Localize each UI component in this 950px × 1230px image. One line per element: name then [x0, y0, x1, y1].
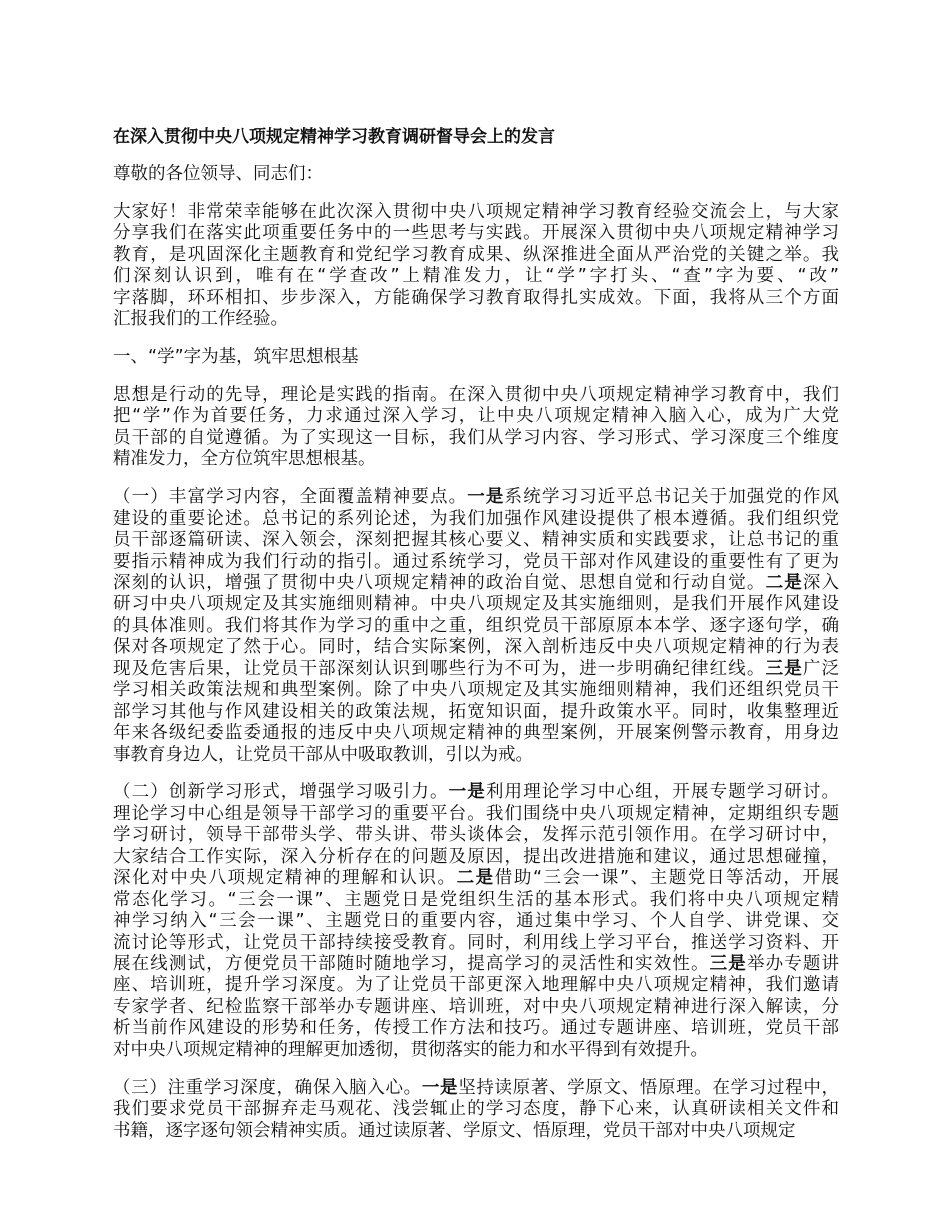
document-body [113, 164, 839, 1142]
text-line [113, 782, 839, 803]
text-line: 的具体准则。我们将其作为学习的重中之重，组织党员干部原原本本学、逐字逐句学，确 [113, 615, 839, 636]
text-run: （三）注重学习深度，确保入脑入心。 [113, 1077, 422, 1098]
greeting [113, 164, 839, 185]
paragraph [113, 202, 839, 331]
text-run: 借助“三会一课”、主题党日等活动，开展 [494, 868, 840, 889]
bold-marker: 一是 [467, 487, 505, 508]
text-line: 一、“学”字为基，筑牢思想根基 [113, 347, 359, 368]
bold-marker: 二是 [765, 573, 803, 593]
text-line: 员干部的自觉遵循。为了实现这一目标，我们从学习内容、学习形式、学习深度三个维度 [113, 427, 839, 448]
text-run: 深入 [802, 573, 840, 593]
text-line: 座、培训班，提升学习深度。为了让党员干部更深入地理解中央八项规定精神，我们邀请 [113, 975, 839, 996]
text-line: 员干部逐篇研读、深入领会，深刻把握其核心要义、精神实质和实践要求，让总书记的重 [113, 530, 839, 551]
text-line: 要指示精神成为我们行动的指引。通过系统学习，党员干部对作风建设的重要性有了更为 [113, 551, 839, 572]
text-line [113, 868, 839, 889]
text-line: 尊敬的各位领导、同志们： [113, 164, 323, 184]
text-line: 部学习其他与作风建设相关的政策法规，拓宽知识面，提升政策水平。同时，收集整理近 [113, 701, 839, 722]
paragraph [113, 487, 839, 766]
text-run: 展在线测试，方便党员干部随时随地学习，提高学习的灵活性和实效性。 [113, 953, 710, 974]
text-line: 教育，是巩固深化主题教育和党纪学习教育成果、纵深推进全面从严治党的关键之举。我 [113, 244, 839, 265]
text-line: 学习相关政策法规和典型案例。除了中央八项规定及其实施细则精神，我们还组织党员干 [113, 680, 839, 701]
text-run: （一）丰富学习内容，全面覆盖精神要点。 [113, 487, 468, 508]
text-line [113, 487, 839, 508]
document-title: 在深入贯彻中央八项规定精神学习教育调研督导会上的发言 [113, 127, 555, 147]
text-line: 精准发力，全方位筑牢思想根基。 [113, 449, 376, 470]
text-line: 汇报我们的工作经验。 [113, 309, 288, 330]
text-line: 年来各级纪委监委通报的违反中央八项规定精神的典型案例，开展案例警示教育，用身边 [113, 723, 839, 744]
text-run: 坚持读原著、学原文、悟原理。在学习过程中， [458, 1077, 840, 1098]
text-run: （二）创新学习形式，增强学习吸引力。 [113, 782, 449, 803]
text-line: 书籍，逐字逐句领会精神实质。通过读原著、学原文、悟原理，党员干部对中央八项规定 [113, 1120, 796, 1141]
text-line: 分享我们在落实此项重要任务中的一些思考与实践。开展深入贯彻中央八项规定精神学习 [113, 223, 839, 244]
text-line: 流讨论等形式，让党员干部持续接受教育。同时，利用线上学习平台，推送学习资料、开 [113, 932, 839, 953]
bold-marker: 三是 [765, 658, 803, 679]
text-line [113, 659, 839, 680]
text-run: 现及危害后果，让党员干部深刻认识到哪些行为不可为，进一步明确纪律红线。 [113, 658, 766, 679]
text-line [113, 573, 839, 594]
bold-marker: 一是 [448, 782, 486, 803]
text-line: 保对各项规定了然于心。同时，结合实际案例，深入剖析违反中央八项规定精神的行为表 [113, 637, 839, 658]
text-line: 研习中央八项规定及其实施细则精神。中央八项规定及其实施细则，是我们开展作风建设 [113, 594, 839, 615]
text-run: 深刻的认识，增强了贯彻中央八项规定精神的政治自觉、思想自觉和行动自觉。 [113, 573, 766, 593]
text-run: 利用理论学习中心组，开展专题学习研讨。 [485, 782, 840, 803]
text-line: 建设的重要论述。总书记的系列论述，为我们加强作风建设提供了根本遵循。我们组织党 [113, 508, 839, 529]
paragraph [113, 782, 839, 1061]
text-line: 析当前作风建设的形势和任务，传授工作方法和技巧。通过专题讲座、培训班，党员干部 [113, 1018, 839, 1039]
bold-marker: 一是 [421, 1077, 459, 1098]
paragraph [113, 1078, 839, 1142]
text-line: 把“学”作为首要任务，力求通过深入学习，让中央八项规定精神入脑入心，成为广大党 [113, 406, 839, 427]
text-line: 我们要求党员干部摒弃走马观花、浅尝辄止的学习态度，静下心来，认真研读相关文件和 [113, 1099, 839, 1120]
section-heading [113, 347, 839, 368]
text-line: 们深刻认识到，唯有在“学查改”上精准发力，让“学”字打头、“查”字为要、“改” [113, 266, 839, 287]
text-line: 常态化学习。“三会一课”、主题党日是党组织生活的基本形式。我们将中央八项规定精 [113, 889, 839, 910]
text-line: 大家结合工作实际，深入分析存在的问题及原因，提出改进措施和建议，通过思想碰撞， [113, 846, 839, 867]
text-line: 事教育身边人，让党员干部从中吸取教训，引以为戒。 [113, 744, 533, 765]
text-run: 深化对中央八项规定精神的理解和认识。 [113, 868, 457, 889]
text-line [113, 954, 839, 975]
text-line [113, 1078, 839, 1099]
text-run: 系统学习习近平总书记关于加强党的作风 [504, 487, 840, 508]
text-run: 广泛 [802, 658, 840, 679]
text-line: 神学习纳入“三会一课”、主题党日的重要内容，通过集中学习、个人自学、讲党课、交 [113, 911, 839, 932]
text-line: 思想是行动的先导，理论是实践的指南。在深入贯彻中央八项规定精神学习教育中，我们 [113, 385, 839, 405]
text-line: 学习研讨，领导干部带头学、带头讲、带头谈体会，发挥示范引领作用。在学习研讨中， [113, 825, 839, 846]
paragraph [113, 385, 839, 471]
text-line: 理论学习中心组是领导干部学习的重要平台。我们围绕中央八项规定精神，定期组织专题 [113, 803, 839, 824]
text-line: 字落脚，环环相扣、步步深入，方能确保学习教育取得扎实成效。下面，我将从三个方面 [113, 287, 839, 308]
text-line: 专家学者、纪检监察干部举办专题讲座、培训班，对中央八项规定精神进行深入解读，分 [113, 996, 839, 1017]
text-line: 对中央八项规定精神的理解更加透彻，贯彻落实的能力和水平得到有效提升。 [113, 1039, 708, 1060]
bold-marker: 二是 [456, 868, 495, 889]
text-line: 大家好！非常荣幸能够在此次深入贯彻中央八项规定精神学习教育经验交流会上，与大家 [113, 201, 839, 222]
document-page [113, 126, 839, 1158]
text-run: 举办专题讲 [746, 953, 840, 974]
bold-marker: 三是 [709, 953, 747, 974]
